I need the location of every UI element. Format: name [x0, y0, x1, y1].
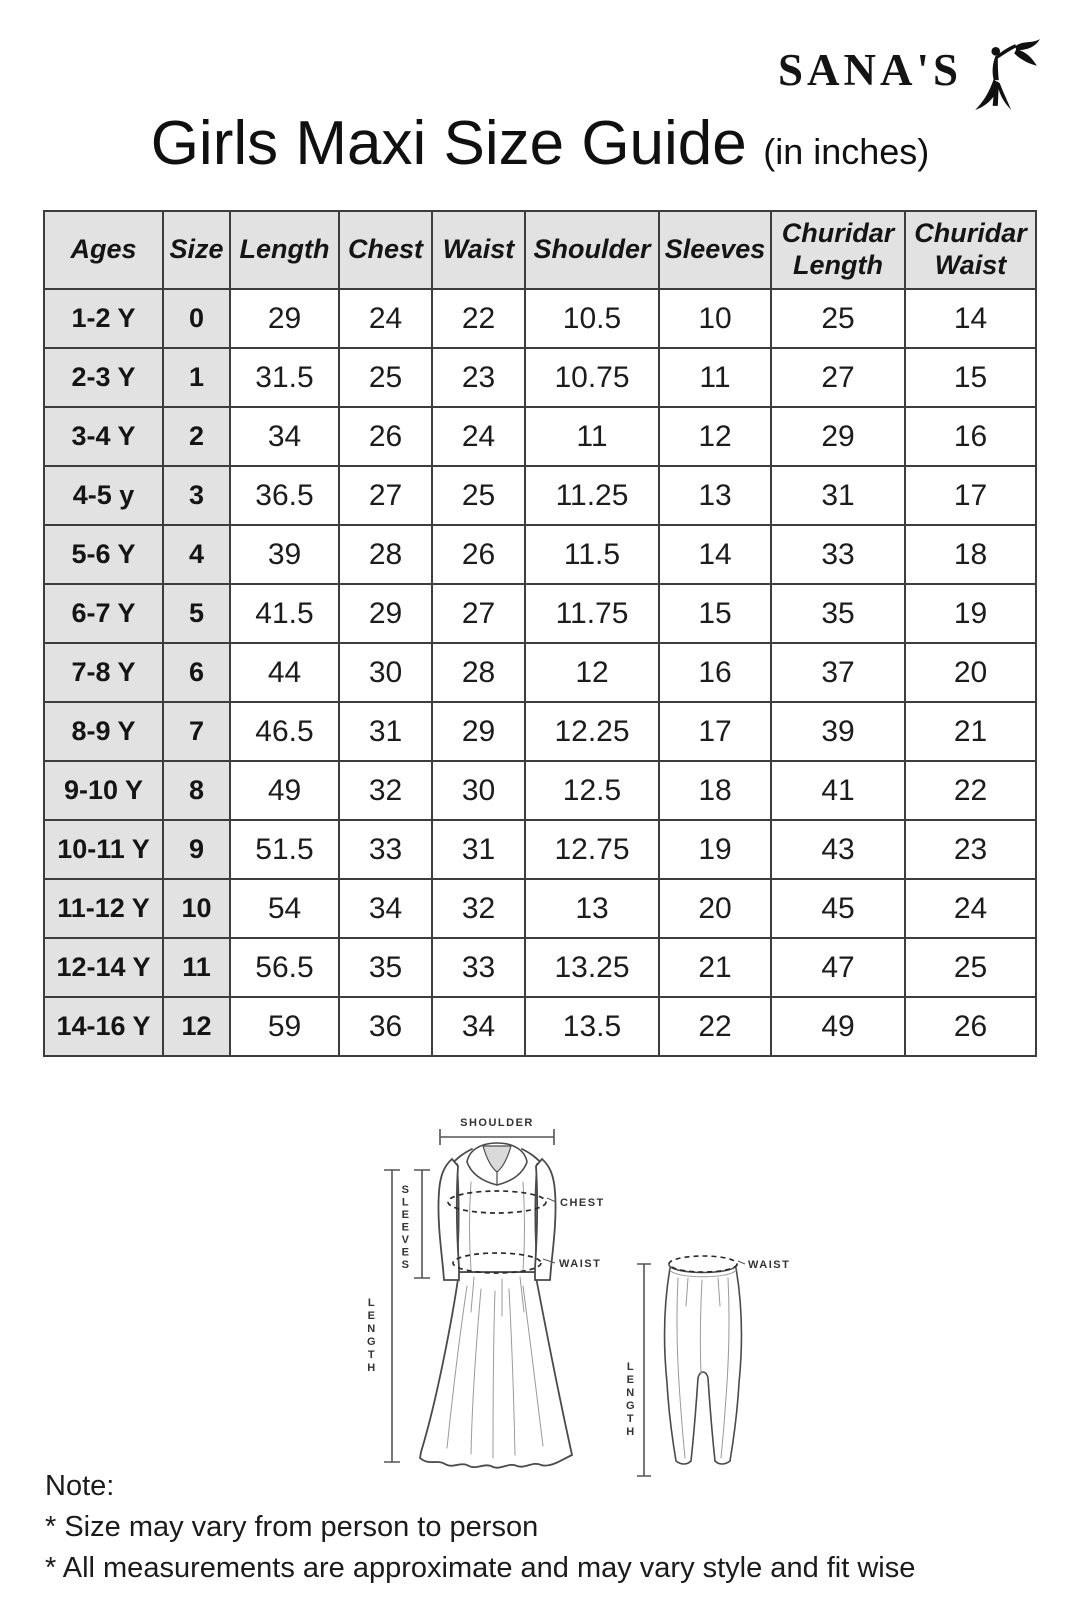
cell-value: 30	[432, 761, 525, 820]
cell-value: 34	[230, 407, 339, 466]
cell-ages: 2-3 Y	[44, 348, 163, 407]
cell-value: 23	[432, 348, 525, 407]
cell-value: 27	[432, 584, 525, 643]
cell-ages: 7-8 Y	[44, 643, 163, 702]
cell-value: 16	[659, 643, 771, 702]
cell-value: 11.5	[525, 525, 659, 584]
cell-ages: 4-5 y	[44, 466, 163, 525]
pants-outline	[665, 1268, 742, 1464]
cell-value: 18	[905, 525, 1036, 584]
cell-size: 8	[163, 761, 230, 820]
cell-ages: 3-4 Y	[44, 407, 163, 466]
cell-value: 13	[525, 879, 659, 938]
dress-skirt	[420, 1272, 572, 1468]
cell-ages: 8-9 Y	[44, 702, 163, 761]
cell-value: 26	[905, 997, 1036, 1056]
cell-value: 28	[339, 525, 432, 584]
cell-value: 21	[659, 938, 771, 997]
dress-length-label: L E N G T H	[366, 1297, 378, 1374]
cell-ages: 14-16 Y	[44, 997, 163, 1056]
pants-length-measure-line	[637, 1264, 651, 1476]
cell-value: 49	[771, 997, 905, 1056]
cell-value: 37	[771, 643, 905, 702]
dress-diagram	[355, 1080, 610, 1480]
cell-value: 30	[339, 643, 432, 702]
cell-size: 1	[163, 348, 230, 407]
cell-size: 7	[163, 702, 230, 761]
cell-value: 11.75	[525, 584, 659, 643]
pants-waist-label: WAIST	[748, 1259, 791, 1271]
cell-value: 29	[339, 584, 432, 643]
column-header-churidar-length: Churidar Length	[771, 211, 905, 289]
notes-section	[45, 1466, 915, 1589]
title-unit-note: (in inches)	[763, 131, 930, 172]
sleeves-measure-line	[414, 1170, 430, 1278]
cell-value: 51.5	[230, 820, 339, 879]
cell-value: 13.25	[525, 938, 659, 997]
cell-value: 19	[905, 584, 1036, 643]
table-row	[44, 525, 1036, 584]
cell-value: 31	[432, 820, 525, 879]
cell-value: 19	[659, 820, 771, 879]
cell-value: 12.75	[525, 820, 659, 879]
cell-size: 10	[163, 879, 230, 938]
column-header-sleeves: Sleeves	[659, 211, 771, 289]
cell-value: 26	[432, 525, 525, 584]
cell-size: 4	[163, 525, 230, 584]
cell-value: 33	[339, 820, 432, 879]
pants-length-label: L E N G T H	[625, 1361, 637, 1438]
column-header-size: Size	[163, 211, 230, 289]
cell-value: 16	[905, 407, 1036, 466]
cell-value: 24	[339, 289, 432, 348]
cell-value: 12.5	[525, 761, 659, 820]
table-row	[44, 879, 1036, 938]
cell-value: 20	[905, 643, 1036, 702]
cell-value: 29	[230, 289, 339, 348]
cell-value: 35	[771, 584, 905, 643]
length-measure-line	[384, 1170, 400, 1462]
cell-ages: 5-6 Y	[44, 525, 163, 584]
cell-value: 10.5	[525, 289, 659, 348]
cell-value: 22	[432, 289, 525, 348]
cell-value: 12.25	[525, 702, 659, 761]
dress-waist-label: WAIST	[559, 1258, 602, 1270]
cell-value: 39	[771, 702, 905, 761]
cell-value: 54	[230, 879, 339, 938]
cell-value: 46.5	[230, 702, 339, 761]
cell-ages: 6-7 Y	[44, 584, 163, 643]
cell-size: 12	[163, 997, 230, 1056]
shoulder-label: SHOULDER	[460, 1117, 534, 1129]
cell-value: 25	[905, 938, 1036, 997]
column-header-waist: Waist	[432, 211, 525, 289]
cell-ages: 11-12 Y	[44, 879, 163, 938]
cell-value: 15	[659, 584, 771, 643]
brand-logo	[778, 38, 1042, 112]
cell-value: 13	[659, 466, 771, 525]
note-line: * Size may vary from person to person	[45, 1511, 539, 1543]
cell-value: 22	[659, 997, 771, 1056]
cell-value: 31.5	[230, 348, 339, 407]
cell-ages: 9-10 Y	[44, 761, 163, 820]
cell-value: 43	[771, 820, 905, 879]
note-line: * All measurements are approximate and may vary style and fit wise	[45, 1552, 916, 1584]
cell-value: 10.75	[525, 348, 659, 407]
table-row	[44, 289, 1036, 348]
cell-value: 29	[771, 407, 905, 466]
dress-sleeve-left	[438, 1159, 459, 1280]
cell-value: 14	[905, 289, 1036, 348]
cell-value: 13.5	[525, 997, 659, 1056]
cell-value: 17	[905, 466, 1036, 525]
cell-value: 32	[432, 879, 525, 938]
cell-size: 3	[163, 466, 230, 525]
brand-name: SANA'S	[778, 45, 963, 95]
cell-size: 5	[163, 584, 230, 643]
cell-value: 33	[771, 525, 905, 584]
cell-value: 59	[230, 997, 339, 1056]
cell-value: 36.5	[230, 466, 339, 525]
table-row	[44, 466, 1036, 525]
cell-size: 6	[163, 643, 230, 702]
cell-value: 20	[659, 879, 771, 938]
cell-value: 31	[339, 702, 432, 761]
pants-diagram	[618, 1248, 800, 1488]
cell-value: 11	[525, 407, 659, 466]
cell-value: 31	[771, 466, 905, 525]
cell-value: 11	[659, 348, 771, 407]
cell-ages: 1-2 Y	[44, 289, 163, 348]
cell-size: 9	[163, 820, 230, 879]
cell-value: 35	[339, 938, 432, 997]
note-heading: Note:	[45, 1470, 115, 1502]
dancing-lady-icon	[968, 38, 1042, 112]
cell-value: 12	[659, 407, 771, 466]
title-text: Girls Maxi Size Guide	[150, 109, 747, 178]
cell-value: 36	[339, 997, 432, 1056]
cell-value: 21	[905, 702, 1036, 761]
cell-value: 15	[905, 348, 1036, 407]
cell-value: 25	[432, 466, 525, 525]
header-row	[44, 211, 1036, 289]
cell-value: 10	[659, 289, 771, 348]
cell-value: 29	[432, 702, 525, 761]
cell-value: 32	[339, 761, 432, 820]
column-header-length: Length	[230, 211, 339, 289]
size-table	[43, 210, 1037, 1057]
cell-value: 22	[905, 761, 1036, 820]
sleeves-label: S L E E V E S	[401, 1184, 411, 1271]
cell-value: 41	[771, 761, 905, 820]
cell-size: 11	[163, 938, 230, 997]
cell-value: 23	[905, 820, 1036, 879]
cell-value: 39	[230, 525, 339, 584]
table-row	[44, 761, 1036, 820]
cell-value: 25	[771, 289, 905, 348]
cell-value: 34	[432, 997, 525, 1056]
cell-value: 14	[659, 525, 771, 584]
page-title	[0, 108, 1080, 179]
cell-value: 17	[659, 702, 771, 761]
column-header-churidar-waist: Churidar Waist	[905, 211, 1036, 289]
cell-value: 28	[432, 643, 525, 702]
column-header-shoulder: Shoulder	[525, 211, 659, 289]
table-row	[44, 584, 1036, 643]
table-row	[44, 348, 1036, 407]
cell-value: 56.5	[230, 938, 339, 997]
cell-value: 45	[771, 879, 905, 938]
cell-size: 2	[163, 407, 230, 466]
table-row	[44, 643, 1036, 702]
table-row	[44, 997, 1036, 1056]
chest-label: CHEST	[560, 1197, 605, 1209]
cell-value: 25	[339, 348, 432, 407]
table-row	[44, 407, 1036, 466]
cell-value: 12	[525, 643, 659, 702]
column-header-chest: Chest	[339, 211, 432, 289]
cell-ages: 10-11 Y	[44, 820, 163, 879]
column-header-ages: Ages	[44, 211, 163, 289]
table-row	[44, 820, 1036, 879]
cell-size: 0	[163, 289, 230, 348]
cell-value: 33	[432, 938, 525, 997]
cell-value: 24	[905, 879, 1036, 938]
cell-value: 11.25	[525, 466, 659, 525]
cell-value: 27	[339, 466, 432, 525]
table-row	[44, 938, 1036, 997]
table-row	[44, 702, 1036, 761]
cell-value: 18	[659, 761, 771, 820]
cell-value: 34	[339, 879, 432, 938]
cell-value: 26	[339, 407, 432, 466]
cell-value: 41.5	[230, 584, 339, 643]
cell-value: 49	[230, 761, 339, 820]
cell-value: 24	[432, 407, 525, 466]
cell-value: 27	[771, 348, 905, 407]
cell-ages: 12-14 Y	[44, 938, 163, 997]
cell-value: 44	[230, 643, 339, 702]
cell-value: 47	[771, 938, 905, 997]
